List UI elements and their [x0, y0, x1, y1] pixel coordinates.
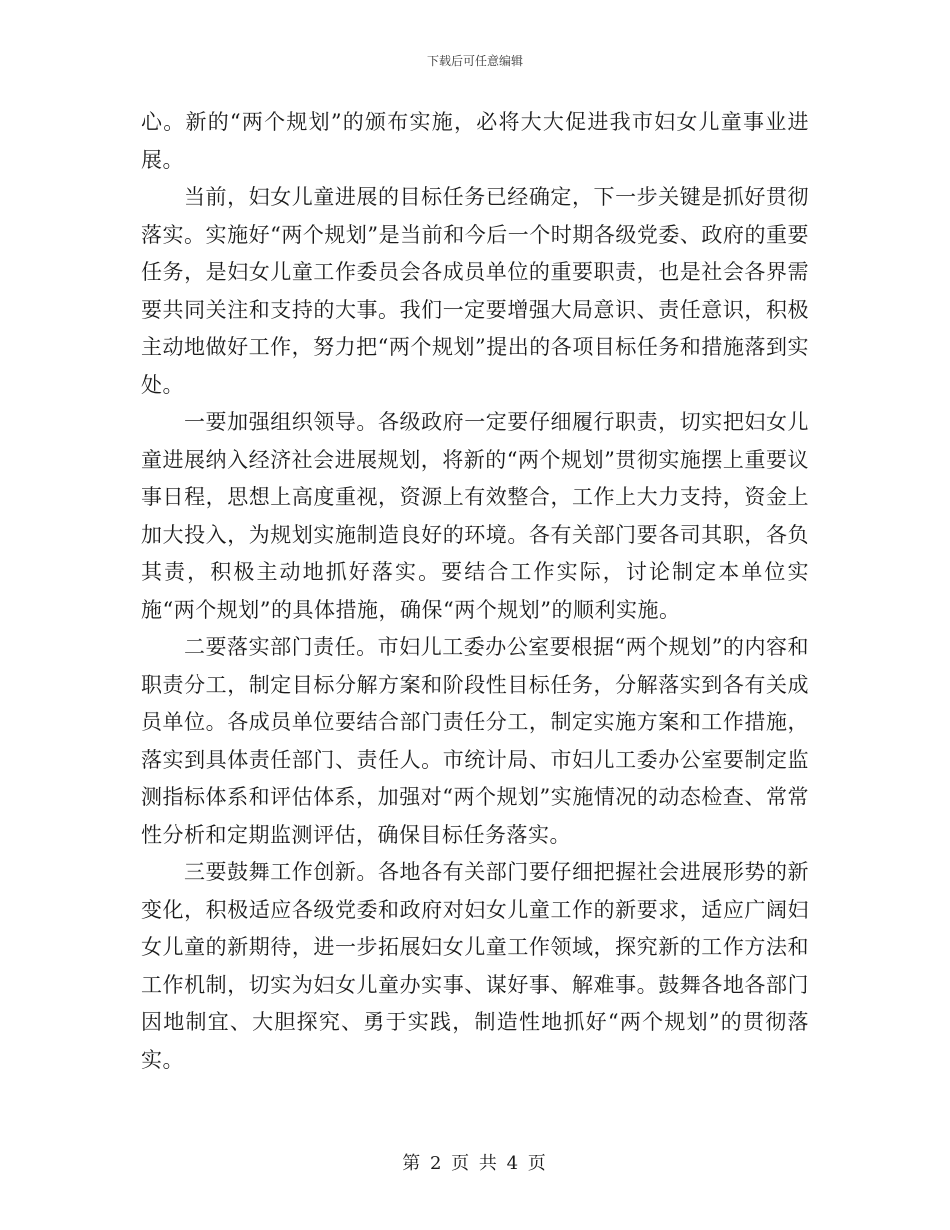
paragraph-work-innovation: 三要鼓舞工作创新。各地各有关部门要仔细把握社会进展形势的新变化，积极适应各级党委和政府对妇女儿童工作的新要求，适应广阔妇女儿童的新期待，进一步拓展妇女儿童工作领域，探究新的工作方法和工作机制，切实为妇女儿童办实事、谋好事、解难事。鼓舞各地各部门因地制宜、大胆探究、勇于实践，制造性地抓好“两个规划”的贯彻落实。 — [141, 860, 809, 1072]
paragraph-continuation: 心。新的“两个规划”的颁布实施，必将大大促进我市妇女儿童事业进展。 — [141, 110, 809, 172]
page-number: 第 2 页 共 4 页 — [402, 1153, 548, 1174]
document-body — [141, 104, 809, 1079]
page-header: 下载后可任意编辑 — [426, 54, 523, 68]
paragraph-organization-leadership: 一要加强组织领导。各级政府一定要仔细履行职责，切实把妇女儿童进展纳入经济社会进展规划，将新的“两个规划”贯彻实施摆上重要议事日程，思想上高度重视，资源上有效整合，工作上大力支持，资金上加大投入，为规划实施制造良好的环境。各有关部门要各司其职，各负其责，积极主动地抓好落实。要结合工作实际，讨论制定本单位实施“两个规划”的具体措施，确保“两个规划”的顺利实施。 — [141, 410, 809, 622]
paragraph-current-task: 当前，妇女儿童进展的目标任务已经确定，下一步关键是抓好贯彻落实。实施好“两个规划”是当前和今后一个时期各级党委、政府的重要任务，是妇女儿童工作委员会各成员单位的重要职责，也是社会各界需要共同关注和支持的大事。我们一定要增强大局意识、责任意识，积极主动地做好工作，努力把“两个规划”提出的各项目标任务和措施落到实处。 — [141, 185, 809, 397]
paragraph-department-responsibility: 二要落实部门责任。市妇儿工委办公室要根据“两个规划”的内容和职责分工，制定目标分解方案和阶段性目标任务，分解落实到各有关成员单位。各成员单位要结合部门责任分工，制定实施方案和工作措施，落实到具体责任部门、责任人。市统计局、市妇儿工委办公室要制定监测指标体系和评估体系，加强对“两个规划”实施情况的动态检查、常常性分析和定期监测评估，确保目标任务落实。 — [141, 635, 809, 847]
